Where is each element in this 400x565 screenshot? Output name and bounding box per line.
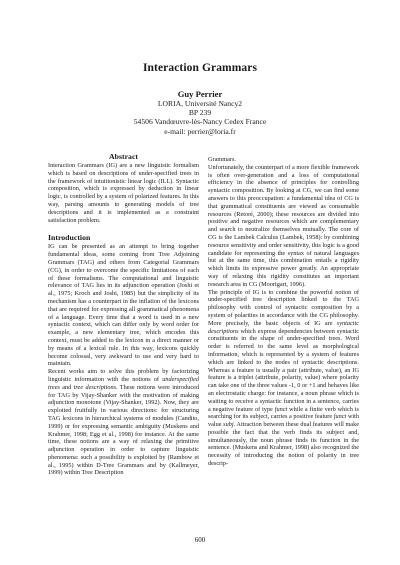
intro-paragraph-1: IG can be presented as an attempt to bring together fundamental ideas, some coming from Tree Adjoining Grammars (TAG) and others from Categorial Grammars (CG), in order to overcome the specific limitations of each of these formalisms. The computational and linguistic relevance of TAG lies in its adjunction operation (Joshi et al., 1975; Kroch and Joshi, 1985) but the simplicity of its mechanism has a counterpart in the inflation of the lexicons that are required for expressing all grammatical phenomena of a language. Every time that a word is used in a new syntactic context, which can differ only by word order for example, a new elementary tree, which encodes this context, must be added to the lexicon in a direct manner or by means of a lexical rule. In this way, lexicons quickly become colossal, very awkward to use and very hard to maintain. — [48, 243, 199, 368]
abstract-heading: Abstract — [108, 152, 138, 161]
right-paragraph-1: Grammars. — [208, 156, 236, 163]
author-email: e-mail: perrier@loria.fr — [164, 126, 236, 136]
introduction-heading: Introduction — [48, 233, 91, 243]
author-address: 54506 Vandœuvre-lès-Nancy Cedex France — [133, 117, 267, 127]
right-paragraph-2: Unfortunately, the counterpart of a more flexible framework is often over-generation and a loss of computational efficiency in the absence of principles for controlling syntactic composition. By looking at CG, we can find some answers to this preoccupation: a fundamental idea of CG is that grammatical constituents are viewed as consumable resources (Retoré, 2000); these resources are divided into positive and negative resources which are complementary and search to neutralize themselves mutually. The core of CG is the Lambek Calculus (Lambek, 1958): by combining resource sensitivity and order sensitivity, this logic is a good candidate for representing the syntax of natural languages but at the same time, this combination entails a rigidity which limits its expressive power greatly. An appropriate way of relaxing this rigidity constitutes an important research area in CG (Moortgart, 1996). — [208, 163, 359, 288]
right-paragraph-3: The principle of IG is to combine the powerful notion of under-specified tree description linked to the TAG philosophy with control of syntactic composition by a system of polarities in accordance with the CG philosophy. More precisely, the basic objects of IG are syntactic descriptions which express dependencies between syntactic constituents in the shape of under-specified trees. Word order is referred to the same level as morphological information, which is represented by a system of features which are linked to the nodes of syntactic descriptions. Whereas a feature is usually a pair (attribute, value), an IG feature is a triplet (attribute, polarity, value) where polarity can take one of the three values -1, 0 or +1 and behaves like an electrostatic charge: for instance, a noun phrase which is waiting to receive a syntactic function in a sentence, carries a negative feature of type funct while a finite verb which is searching for its subject, carries a positive feature funct with value subj. Attraction between these dual features will make possible the fact that the verb finds its subject and, simultaneously, the noun phrase finds its function in the sentence. (Muskens and Krahmer, 1998) also recognized the necessity of introducing the notion of polarity in tree descrip- — [208, 288, 359, 468]
author-affiliation: LORIA, Université Nancy2 — [157, 99, 243, 108]
right-column — [208, 156, 359, 468]
page-number: 600 — [194, 536, 206, 544]
intro-paragraph-2: Recent works aim to solve this problem by factorizing linguistic information with the notions of underspecified trees and tree descriptions. These notions were introduced for TAG by Vijay-Shanker with the motivation of making adjunction monotone (Vijay-Shanker, 1992). Now, they are exploited fruitfully in various directions: for structuring TAG lexicons in hierarchical systems of modules (Candito, 1999) or for expressing semantic ambiguity (Muskens and Krahmer, 1998; Egg et al., 1998) for instance. At the same time, these notions are a way of relaxing the primitive adjunction operation in order to capture linguistic phenomena: such a possibility is exploited by (Rambow et al., 1995) within D-Tree Grammars and by (Kallmeyer, 1999) within Tree Description — [48, 368, 199, 477]
abstract-text: Interaction Grammars (IG) are a new linguistic formalism which is based on descriptions of under-specified trees in the framework of intuitionistic linear logic (ILL). Syntactic composition, which is expressed by deduction in linear logic, is controlled by a system of polarized features. In this way, parsing amounts to generating models of tree descriptions and it is implemented as a constraint satisfaction problem. — [48, 162, 199, 224]
author-name: Guy Perrier — [177, 89, 223, 99]
author-block — [0, 89, 400, 136]
left-column — [48, 152, 199, 477]
paper-title: Interaction Grammars — [142, 62, 258, 74]
author-postbox: BP 239 — [188, 108, 212, 118]
